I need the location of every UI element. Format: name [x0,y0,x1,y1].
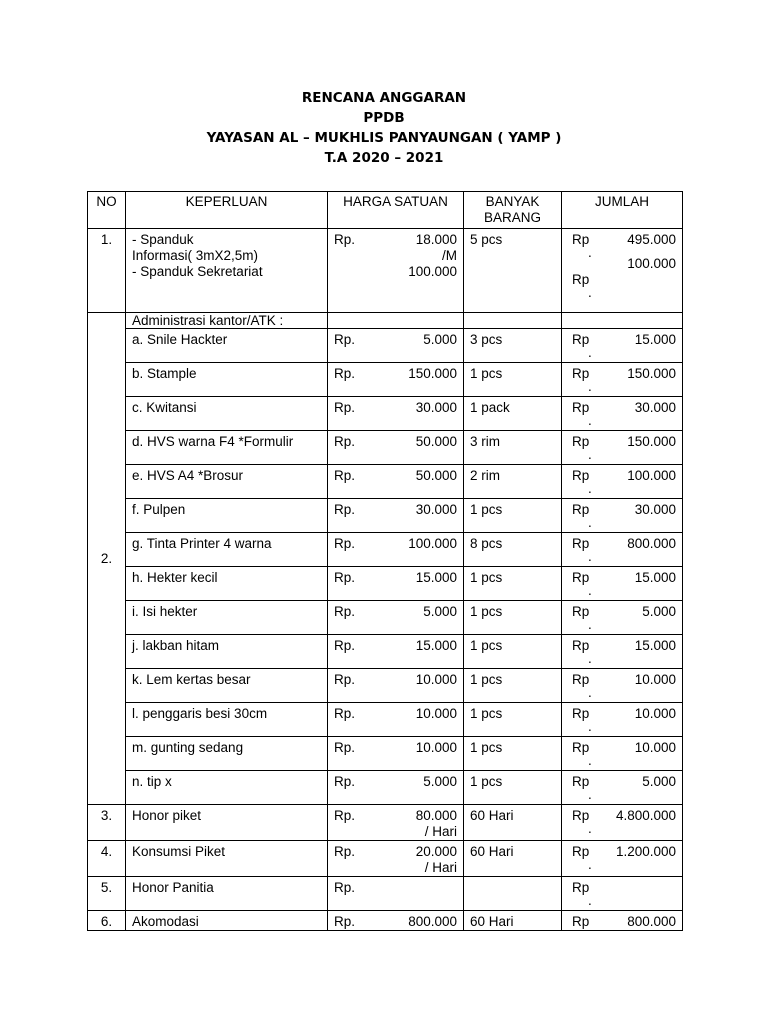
currency-dot: . [588,787,592,802]
jumlah-value: 150.000 [627,434,676,449]
row-jumlah [562,431,683,465]
currency-label: Rp [572,844,590,859]
row-harga [328,363,464,397]
jumlah-value: 10.000 [634,740,676,755]
currency-dot: . [588,719,592,734]
jumlah-value: 30.000 [634,502,676,517]
currency-dot: . [588,515,592,530]
harga-value: 80.000 [415,808,457,823]
row-jumlah [562,601,683,635]
currency-dot: . [588,413,592,428]
harga-value: 5.000 [423,332,457,347]
jumlah-value: 150.000 [627,366,676,381]
row-banyak: 1 pcs [464,601,562,635]
harga-value: 20.000 [415,844,457,859]
currency-label: Rp. [334,400,356,415]
row-no: 1. [88,229,126,313]
table-row [88,805,683,841]
row-banyak: 1 pcs [464,499,562,533]
title-line-2: PPDB [363,110,405,126]
row-keperluan: m. gunting sedang [126,737,328,771]
row-harga [328,329,464,363]
currency-label: Rp [572,914,590,929]
row-no: 4. [88,841,126,877]
row-keperluan-heading: Administrasi kantor/ATK : [126,313,328,329]
currency-label: Rp [572,672,590,687]
row-harga [328,533,464,567]
row-keperluan: b. Stample [126,363,328,397]
row-banyak: 2 rim [464,465,562,499]
table-row [88,771,683,805]
row-harga [328,703,464,737]
table-row [88,737,683,771]
currency-label: Rp. [334,502,356,517]
header-harga: HARGA SATUAN [328,192,464,229]
currency-label: Rp. [334,914,356,929]
currency-label: Rp [572,400,590,415]
currency-dot: . [588,857,592,872]
currency-label: Rp [572,740,590,755]
row-no: 6. [88,911,126,931]
table-row [88,911,683,931]
currency-label: Rp. [334,332,356,347]
currency-dot: . [588,893,592,908]
row-harga [328,465,464,499]
table-row [88,229,683,313]
currency-dot: . [588,345,592,360]
harga-value: 100.000 [408,536,457,551]
document-title [0,88,768,168]
row-harga [328,431,464,465]
row-banyak: 60 Hari [464,805,562,841]
jumlah-value: 800.000 [627,914,676,929]
table-row [88,465,683,499]
row-jumlah [562,229,683,313]
table-row [88,841,683,877]
currency-dot: . [588,447,592,462]
table-row [88,431,683,465]
row-jumlah [562,499,683,533]
currency-label: Rp [572,808,590,823]
currency-label: Rp. [334,808,356,823]
currency-dot: . [588,245,592,260]
row-banyak: 1 pack [464,397,562,431]
row-banyak: 60 Hari [464,841,562,877]
row-keperluan: n. tip x [126,771,328,805]
row-harga [328,737,464,771]
row-no: 2. [88,313,126,805]
row-keperluan: i. Isi hekter [126,601,328,635]
row-jumlah [562,363,683,397]
currency-label: Rp [572,638,590,653]
header-no: NO [88,192,126,229]
currency-label: Rp. [334,570,356,585]
row-keperluan [126,229,328,313]
row-keperluan: a. Snile Hackter [126,329,328,363]
jumlah-value: 100.000 [627,256,676,271]
harga-value: 10.000 [415,740,457,755]
header-keperluan: KEPERLUAN [126,192,328,229]
row-keperluan: Akomodasi [126,911,328,931]
row-banyak [464,877,562,911]
row-jumlah [562,911,683,931]
harga-value: 150.000 [408,366,457,381]
item-text: Informasi( 3mX2,5m) [132,248,259,263]
title-line-3: YAYASAN AL – MUKHLIS PANYAUNGAN ( YAMP ) [206,130,562,146]
row-keperluan: j. lakban hitam [126,635,328,669]
table-row [88,567,683,601]
row-no: 3. [88,805,126,841]
jumlah-value: 495.000 [627,232,676,247]
currency-dot: . [588,481,592,496]
jumlah-value: 5.000 [642,774,676,789]
harga-value: 5.000 [423,774,457,789]
currency-label: Rp. [334,536,356,551]
harga-value: 800.000 [408,914,457,929]
row-jumlah [562,533,683,567]
currency-label: Rp. [334,774,356,789]
row-harga [328,771,464,805]
currency-label: Rp. [334,844,356,859]
row-keperluan: f. Pulpen [126,499,328,533]
row-jumlah [562,465,683,499]
table-row [88,329,683,363]
row-keperluan: k. Lem kertas besar [126,669,328,703]
currency-label: Rp [572,272,590,287]
currency-label: Rp [572,332,590,347]
jumlah-value: 5.000 [642,604,676,619]
harga-value: 10.000 [415,672,457,687]
currency-dot: . [588,617,592,632]
jumlah-value: 30.000 [634,400,676,415]
currency-label: Rp [572,536,590,551]
row-banyak: 1 pcs [464,737,562,771]
currency-dot: . [588,285,592,300]
row-jumlah [562,669,683,703]
harga-value: 30.000 [415,400,457,415]
row-jumlah [562,737,683,771]
row-jumlah [562,841,683,877]
table-row [88,533,683,567]
row-keperluan: Konsumsi Piket [126,841,328,877]
table-row [88,397,683,431]
row-banyak: 60 Hari [464,911,562,931]
row-banyak: 1 pcs [464,669,562,703]
currency-dot: . [588,583,592,598]
jumlah-value: 10.000 [634,672,676,687]
header-jumlah: JUMLAH [562,192,683,229]
row-banyak: 1 pcs [464,703,562,737]
currency-dot: . [588,685,592,700]
currency-label: Rp [572,604,590,619]
jumlah-value: 15.000 [634,570,676,585]
row-harga [328,805,464,841]
harga-value: 18.000 [415,232,457,247]
currency-label: Rp [572,774,590,789]
row-harga [328,877,464,911]
row-keperluan: l. penggaris besi 30cm [126,703,328,737]
row-jumlah [562,329,683,363]
jumlah-value: 1.200.000 [615,844,676,859]
harga-value: 5.000 [423,604,457,619]
currency-label: Rp. [334,880,356,895]
row-harga [328,841,464,877]
row-harga [328,601,464,635]
row-harga [328,911,464,931]
currency-dot: . [588,379,592,394]
row-jumlah [562,567,683,601]
row-harga [328,567,464,601]
row-banyak: 1 pcs [464,771,562,805]
table-row [88,313,683,329]
harga-value: 30.000 [415,502,457,517]
currency-label: Rp. [334,434,356,449]
row-harga [328,229,464,313]
currency-label: Rp. [334,740,356,755]
budget-table [87,191,683,931]
row-keperluan: h. Hekter kecil [126,567,328,601]
row-banyak: 8 pcs [464,533,562,567]
table-row [88,499,683,533]
row-keperluan: c. Kwitansi [126,397,328,431]
row-banyak: 1 pcs [464,635,562,669]
row-jumlah [562,805,683,841]
item-text: - Spanduk Sekretariat [132,264,263,279]
row-keperluan: e. HVS A4 *Brosur [126,465,328,499]
row-banyak: 3 pcs [464,329,562,363]
harga-value: 50.000 [415,434,457,449]
title-line-1: RENCANA ANGGARAN [301,90,467,106]
currency-label: Rp [572,706,590,721]
currency-dot: . [588,753,592,768]
row-keperluan: Honor piket [126,805,328,841]
row-no: 5. [88,877,126,911]
row-harga [328,397,464,431]
currency-label: Rp [572,570,590,585]
currency-label: Rp [572,366,590,381]
currency-dot: . [588,651,592,666]
currency-label: Rp. [334,672,356,687]
row-banyak: 5 pcs [464,229,562,313]
harga-value: 10.000 [415,706,457,721]
harga-value: 100.000 [408,264,457,279]
row-keperluan: g. Tinta Printer 4 warna [126,533,328,567]
currency-label: Rp [572,232,590,247]
currency-label: Rp [572,880,590,895]
row-jumlah [562,635,683,669]
currency-dot: . [588,821,592,836]
row-jumlah [562,771,683,805]
row-harga [328,499,464,533]
currency-label: Rp. [334,638,356,653]
row-jumlah [562,877,683,911]
jumlah-value: 15.000 [634,638,676,653]
currency-label: Rp [572,434,590,449]
currency-label: Rp. [334,706,356,721]
table-row [88,877,683,911]
harga-value: 15.000 [415,570,457,585]
currency-label: Rp [572,468,590,483]
table-row [88,601,683,635]
table-row [88,635,683,669]
currency-label: Rp. [334,604,356,619]
row-banyak: 3 rim [464,431,562,465]
row-banyak: 1 pcs [464,567,562,601]
row-keperluan: Honor Panitia [126,877,328,911]
currency-dot: . [588,549,592,564]
table-header-row [88,192,683,229]
currency-label: Rp [572,502,590,517]
row-jumlah [562,703,683,737]
jumlah-value: 800.000 [627,536,676,551]
harga-unit: / Hari [424,824,457,839]
jumlah-value: 10.000 [634,706,676,721]
table-row [88,703,683,737]
title-line-4: T.A 2020 – 2021 [324,150,444,166]
jumlah-value: 15.000 [634,332,676,347]
jumlah-value: 4.800.000 [615,808,676,823]
harga-value: 50.000 [415,468,457,483]
row-jumlah [562,397,683,431]
harga-value: 15.000 [415,638,457,653]
row-keperluan: d. HVS warna F4 *Formulir [126,431,328,465]
row-banyak: 1 pcs [464,363,562,397]
currency-label: Rp. [334,232,356,247]
currency-label: Rp. [334,468,356,483]
jumlah-value: 100.000 [627,468,676,483]
row-harga [328,635,464,669]
header-banyak: BANYAK BARANG [464,192,562,229]
table-row [88,363,683,397]
currency-label: Rp. [334,366,356,381]
item-text: - Spanduk [132,232,194,247]
harga-unit: /M [442,248,457,263]
table-row [88,669,683,703]
harga-unit: / Hari [424,860,457,875]
row-harga [328,669,464,703]
